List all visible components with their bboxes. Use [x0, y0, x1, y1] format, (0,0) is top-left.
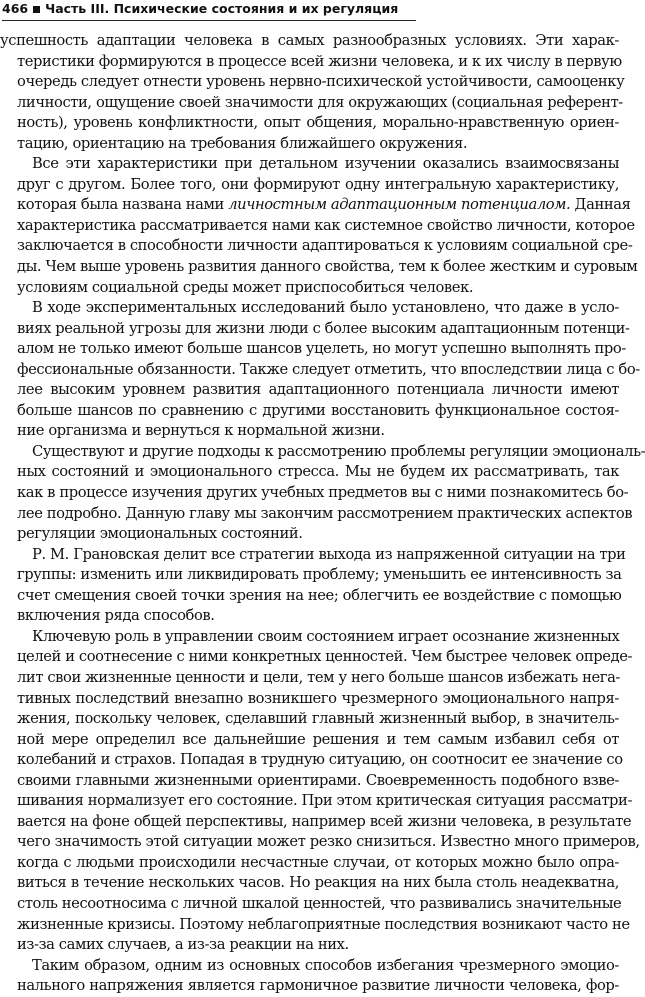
running-title: Часть III. Психические состояния и их регуляция: [45, 1, 399, 16]
text-line: своими главными жизненными ориентирами. Своевременность подобного взве-: [17, 771, 619, 789]
text-line: Р. М. Грановская делит все стратегии выхода из напряженной ситуации на три: [32, 545, 626, 563]
text-line: счет смещения своей точки зрения на нее; облегчить ее воздействие с помощью: [17, 586, 622, 604]
page-number: 466: [2, 1, 29, 16]
text-line: Существуют и другие подходы к рассмотрению проблемы регуляции эмоциональ-: [32, 442, 645, 460]
text-line: больше шансов по сравнению с другими восстановить функциональное состоя-: [17, 401, 619, 419]
paragraph: [0, 31, 625, 154]
paragraph: [17, 442, 645, 545]
text-line: тацию, ориентацию на требования ближайшего окружения.: [17, 134, 468, 152]
paragraph: [17, 154, 638, 298]
text-line: личности, ощущение своей значимости для окружающих (социальная референт-: [17, 93, 623, 111]
text-line: столь несоотносима с личной шкалой ценностей, что развивались значительные: [17, 894, 622, 912]
paragraph: [17, 545, 626, 627]
square-bullet-icon: [33, 6, 40, 13]
text-line: из-за самих случаев, а из-за реакции на них.: [17, 936, 349, 954]
text-line: колебаний и страхов. Попадая в трудную ситуацию, он соотносит ее значение со: [17, 751, 623, 769]
text-line: ной мере определил все дальнейшие решения и тем самым избавил себя от: [17, 730, 619, 748]
text-line: ность), уровень конфликтности, опыт общения, морально-нравственную ориен-: [17, 114, 619, 132]
text-line: ние организма и вернуться к нормальной жизни.: [17, 422, 385, 440]
text-line: лит свои жизненные ценности и цели, тем у него больше шансов избежать нега-: [17, 668, 620, 686]
text-line: условиям социальной среды может приспособиться человек.: [17, 278, 474, 296]
text-line: тивных последствий внезапно возникшего чрезмерного эмоционального напря-: [17, 689, 619, 707]
text-line: Таким образом, одним из основных способов избегания чрезмерного эмоцио-: [32, 956, 619, 974]
text-line: вается на фоне общей перспективы, например всей жизни человека, в результате: [17, 812, 632, 830]
text-line: регуляции эмоциональных состояний.: [17, 525, 303, 543]
text-line: чего значимость этой ситуации может резко снизиться. Известно много примеров,: [17, 833, 640, 851]
text-line: нального напряжения является гармоничное развитие личности человека, фор-: [17, 977, 619, 995]
text-line: успешность адаптации человека в самых разнообразных условиях. Эти харак-: [0, 32, 619, 49]
text-line: как в процессе изучения других учебных предметов вы с ними познакомитесь бо-: [17, 484, 629, 502]
text-line: характеристика рассматривается нами как системное свойство личности, которое: [17, 216, 635, 234]
text-line: включения ряда способов.: [17, 607, 215, 625]
text-line: заключается в способности личности адаптироваться к условиям социальной сре-: [17, 237, 633, 255]
text-line: ных состояний и эмоционального стресса. Мы не будем их рассматривать, так: [17, 463, 619, 481]
text-line: шивания нормализует его состояние. При этом критическая ситуация рассматри-: [17, 792, 633, 810]
text-line: жизненные кризисы. Поэтому неблагоприятные последствия возникают часто не: [17, 915, 630, 933]
text-line: теристики формируются в процессе всей жизни человека, и к их числу в первую: [17, 52, 622, 70]
running-head: [2, 0, 416, 21]
paragraph: [17, 956, 619, 997]
italic-term: личностным адаптационным потенциалом.: [228, 196, 571, 214]
text-line: которая была названа нами личностным адаптационным потенциалом. Данная: [17, 196, 631, 214]
text-line: очередь следует отнести уровень нервно-психической устойчивости, самооценку: [17, 73, 625, 91]
text-line: виях реальной угрозы для жизни люди с более высоким адаптационным потенци-: [17, 319, 630, 337]
text-line: алом не только имеют больше шансов уцелеть, но могут успешно выполнять про-: [17, 340, 626, 358]
paragraph: [17, 298, 640, 442]
text-line: фессиональные обязанности. Также следует отметить, что впоследствии лица с бо-: [17, 360, 640, 378]
text-line: друг с другом. Более того, они формируют одну интегральную характеристику,: [17, 175, 619, 193]
text-line: Ключевую роль в управлении своим состоянием играет осознание жизненных: [32, 627, 620, 645]
text-line: ды. Чем выше уровень развития данного свойства, тем к более жестким и суровым: [17, 258, 638, 276]
text-line: лее высоким уровнем развития адаптационного потенциала личности имеют: [17, 381, 619, 399]
text-line: жения, поскольку человек, сделавший главный жизненный выбор, в значитель-: [17, 710, 619, 728]
text-line: когда с людьми происходили несчастные случаи, от которых можно было опра-: [17, 853, 619, 871]
text-line: целей и соотнесение с ними конкретных ценностей. Чем быстрее человек опреде-: [17, 648, 633, 666]
text-line: виться в течение нескольких часов. Но реакция на них была столь неадекватна,: [17, 874, 619, 892]
text-line: В ходе экспериментальных исследований было установлено, что даже в усло-: [32, 299, 619, 317]
text-line: Все эти характеристики при детальном изучении оказались взаимосвязаны: [32, 155, 619, 173]
text-line: лее подробно. Данную главу мы закончим рассмотрением практических аспектов: [17, 504, 633, 522]
paragraph: [17, 627, 640, 956]
text-line: группы: изменить или ликвидировать проблему; уменьшить ее интенсивность за: [17, 566, 622, 584]
body-text: [0, 31, 645, 997]
